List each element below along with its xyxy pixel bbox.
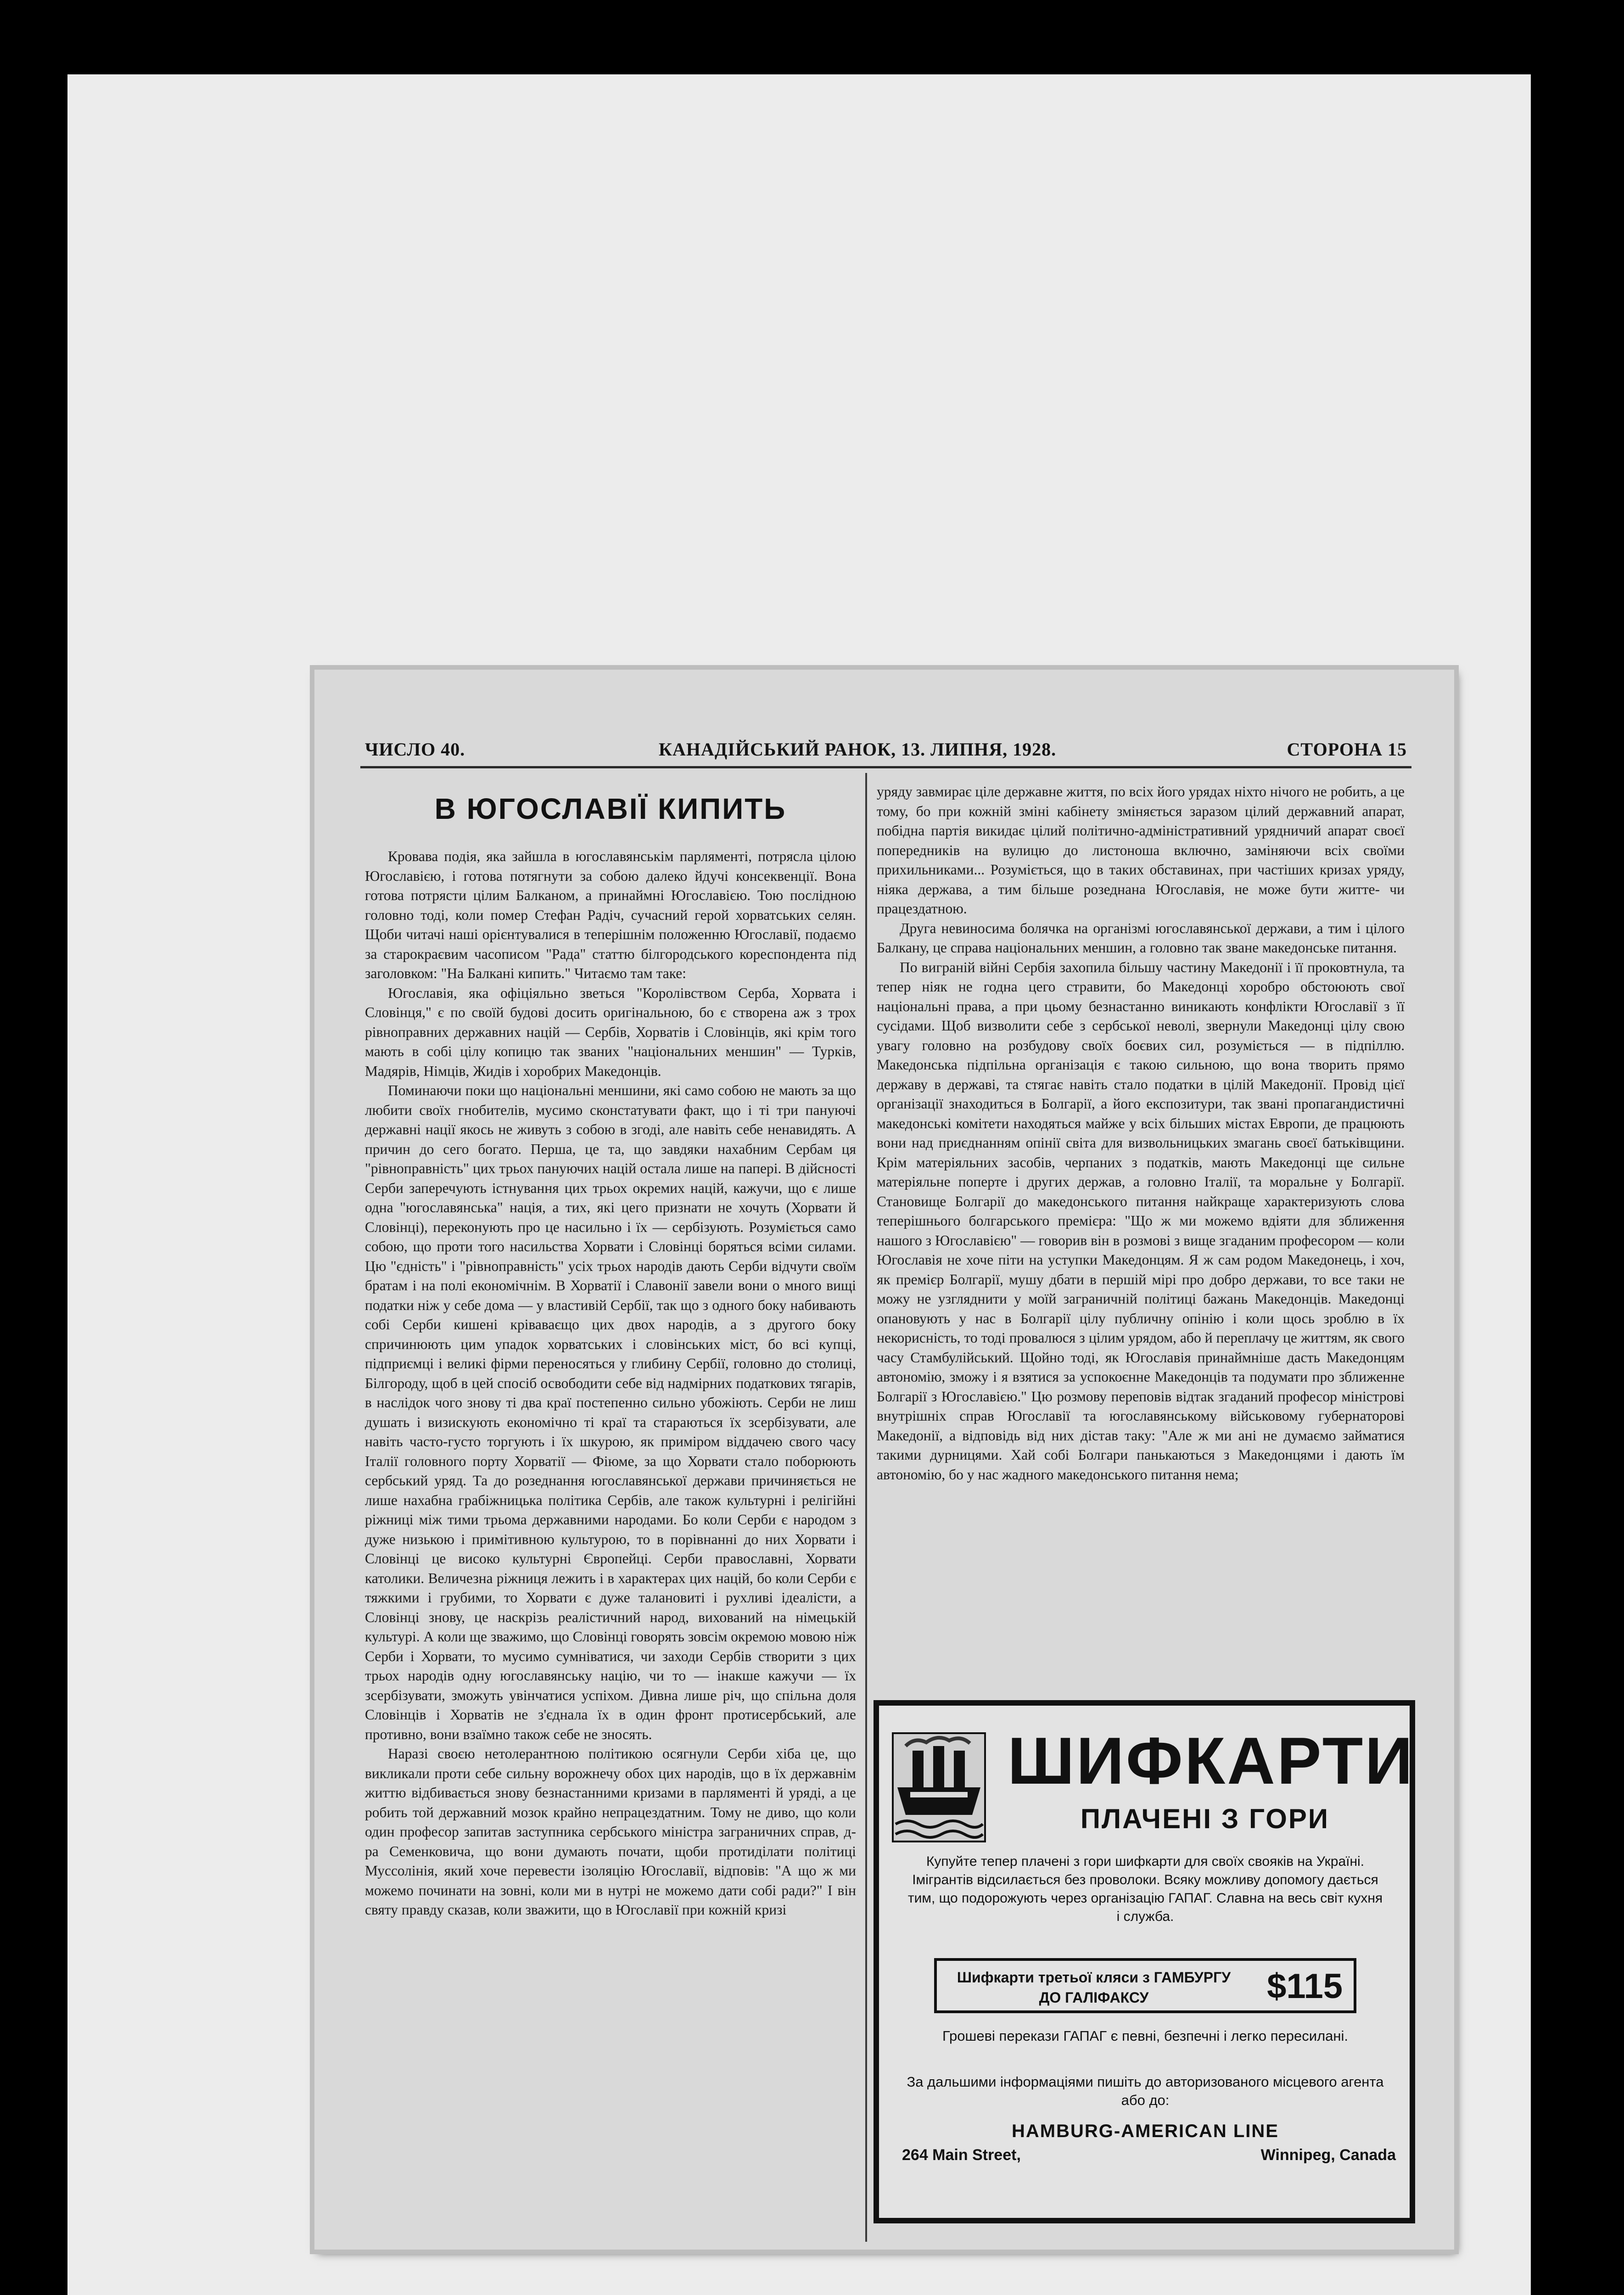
page-number: СТОРОНА 15 bbox=[1287, 739, 1407, 760]
paragraph: По виграній війні Сербія захопила більшу частину Македонії і її проковтнула, та тепер ніяк не годна цего стравити, бо Македонці хоробро обстоюють свої національні права, а при цьому безнастанно виникають конфлікти Югославії з її сусідами. Щоб визволити себе з сербської неволі, звернули Македонці цілу свою увагу головно на розбудову своїх боєвих сил, розуміється — в підпіллю. Македонська підпільна організація є такою сильною, що вона творить прямо державу в державі, та стягає навіть стало податки в цілій Македонії. Провід цієї організації знаходиться в Болгарії, а його експозитури, так звані пропагандистичні македонські комітети находяться майже у всіх більших містах Европи, де працюють вони над приєднанням опінії світа для визвольницьких змагань своєї батьківщини. Крім матеріяльних засобів, черпаних з податків, мають Македонці ще сильне матеріяльне поперте і других держав, а головно Італії, та моральне у Болгарії. Становище Болгарії до македонського питання найкраще характеризують слова теперішнього болгарського премієра: "Що ж ми можемо вдіяти для зближення нашого з Югославією" — говорив він в розмові з вище згаданим професором — коли Югославія не хоче піти на уступки Македонцям. Я ж сам родом Македонець, і хоч, як премієр Болгарії, мушу дбати в першій мірі про добро держави, то все таки не можу не узгляднити у моїй заграничній політиці бажань Македонців. Македонці опановують у нас в Болгарії цілу публичну опінію і коли щось зроблю в їх некорисність, то тоді провалюся з цілим урядом, або й переплачу це життям, як свого часу Стамбулійський. Щойно тоді, як Югославія принаймніше дасть Македонцям автономію, зможу і я взятися за успокоєнне Македонців та подумати про зближенне Болгарії з Югославією." Цю розмову переповів відтак згаданий професор міністрові внутрішніх справ Югославії та югославянському військовому губернаторові Македонії, а відповідь від них дістав таку: "Але ж ми ані не думаємо займатися такими дурницями. Хай собі Болгари панькаються з Македонцями і дають їм автономію, бо у нас жадного македонського питання нема; bbox=[877, 959, 1405, 1483]
article-body-right bbox=[877, 782, 1405, 1484]
article-right-column bbox=[877, 782, 1405, 1675]
article-left-column bbox=[365, 784, 856, 2244]
ad-address: 264 Main Street, bbox=[902, 2146, 1021, 2164]
ad-body: Купуйте тепер плачені з гори шифкарти для своїх свояків на Україні. Імігрантів відсилається без проволоки. Всяку можливу допомогу дається тим, що подорожують через організацію ГАПАГ. Славна на весь світ кухня і служба. bbox=[907, 1854, 1383, 1924]
paragraph: Кровава подія, яка зайшла в югославянськім парляменті, потрясла цілою Югославією, і готова потягнути за собою далеко йдучі консеквенції. Вона готова потрясти цілим Балканом, а принаймні Югославією. Тою послідною головно тоді, коли помер Стефан Радіч, сучасний герой хорватських селян. Щоби читачі наші орієнтувалися в теперішнім положенню Югославії, подаємо за старокраєвим часописом "Рада" статтю білгородського кореспондента під заголовком: "На Балкані кипить." Читаємо там таке: bbox=[365, 848, 856, 981]
masthead-dateline: КАНАДІЙСЬКИЙ РАНОК, 13. ЛИПНЯ, 1928. bbox=[659, 739, 1057, 760]
ad-offer-price: $115 bbox=[1267, 1967, 1343, 2006]
ad-title: ШИФКАРТИ bbox=[1008, 1724, 1415, 1798]
ad-subtitle: ПЛАЧЕНІ З ГОРИ bbox=[1080, 1803, 1330, 1834]
paragraph: уряду завмирає ціле державне життя, по всіх його урядах ніхто нічого не робить, а це тому, бо при кожній зміні кабінету зміняється заразом цілий державний апарат, побідна партія викидає цілий політично-адміністративний урядничий апарат своєї попередників на вулицю до листоноша включно, заміняючи всіх своїми прихильниками... Розуміється, що в таких обставинах, при частіших кризах уряду, ніяка держава, а тим більше розеднана Югославія, не може бути житте- чи працездатною. bbox=[877, 784, 1405, 917]
ad-offer-text: Шифкарти третьої кляси з ГАМБУРГУ ДО ГАЛІФАКСУ bbox=[957, 1969, 1231, 2006]
header-rule bbox=[360, 766, 1411, 768]
paragraph: Югославія, яка офіціяльно зветься "Королівством Серба, Хорвата і Словінця," є по своїй будові досить оригінальною, бо є створена аж з трох рівноправних державних націй — Сербів, Хорватів і Словінців, які крім того мають в собі цілу копицю так званих "національних меншин" — Турків, Мадярів, Німців, Жидів і хоробрих Македонців. bbox=[365, 985, 856, 1079]
issue-number: ЧИСЛО 40. bbox=[365, 739, 465, 760]
paragraph: Поминаючи поки що національні меншини, які само собою не мають за що любити своїх гнобителів, мусимо сконстатувати факт, що і ті три пануючі державні нації якось не живуть з собою в згоді, але навіть себе ненавидять. А причин до сего богато. Перша, це та, що завдяки нахабним Сербам ця "рівноправність" цих трьох пануючих націй остала лише на папері. В дійсності Серби заперечують істнування цих трьох окремих націй, кажучи, що є лише одна "югославянська" нація, а тих, які цего признати не хочуть (Хорвати й Словінці), переконують про це насильно і їх — сербізують. Розуміється само собою, що проти того насильства Хорвати і Словінці боряться всіми силами. Цю "єдність" і "рівноправність" усіх трьох народів дають Серби відчути своїм братам і на полі економічнім. В Хорватії і Славонії завели вони о много вищі податки ніж у себе дома — у властивій Сербії, так що з одного боку набивають собі Серби кишені кріваваєщо цих двох народів, а з другого боку спричинюють цим упадок хорватських і словінських міст, бо всі купці, підприємці і великі фірми переносяться у глибину Сербії, головно до столиці, Білгороду, щоб в цей спосіб освободити себе від надмірних податкових тягарів, в наслідок чого знову ті два краї постепенно сильно убожіють. Серби не лиш душать і визискують економічно ті краї та стараються їх зсербізувати, але навіть часто-густо торгують і їх шкурою, як приміром віддачею свого часу Італії головного порту Хорватії — Фіюме, за що Хорвати стало поборюють сербський уряд. Та до розеднання югославянської держави причиняється не лише нахабна грабіжницька політика Сербів, але також культурні і релігійні ріжниці між тими трьома державними народами. Бо коли Серби є народом з дуже низькою і примітивною культурою, то в порівнанні до них Хорвати і Словінці це високо культурні Європейці. Серби православні, Хорвати католики. Величезна ріжниця лежить і в характерах цих націй, бо коли Серби є тяжкими і грубими, то Хорвати є дуже талановиті і рухливі ідеалісти, а Словінці знову, це наскрізь реалістичний народ, вихований на німецькій культурі. А коли ще зважимо, що Словінці говорять зовсім окремою мовою ніж Серби і Хорвати, то мусимо сумніватися, чи заходи Сербів створити з цих трьох народів одну югославянську націю, чи то — інакше кажучи — їх зсербізувати, зможуть увінчатися успіхом. Дивна лише річ, що спільна доля Словінців і Хорватів не з'єднала їх в один фронт протисербський, але противно, вони взаїмно також себе не зносять. bbox=[365, 1082, 856, 1742]
shipping-ticket-advertisement bbox=[874, 1700, 1415, 2223]
ad-offer-box bbox=[934, 1958, 1356, 2013]
ad-city: Winnipeg, Canada bbox=[1260, 2146, 1396, 2164]
ad-company-name: HAMBURG-AMERICAN LINE bbox=[1012, 2121, 1279, 2141]
ad-transfer-text: Грошеві перекази ГАПАГ є певні, безпечні і легко пересилані. bbox=[942, 2028, 1349, 2044]
microfilm-frame bbox=[67, 74, 1531, 2295]
steamship-icon bbox=[892, 1732, 986, 1842]
newspaper-page bbox=[314, 670, 1454, 2250]
article-body-left bbox=[365, 847, 856, 1920]
paragraph: Наразі своєю нетолерантною політикою осягнули Серби хіба це, що викликали проти себе сильну ворожнечу обох цих народів, що в їх державнім життю відбивається знову безнастанними кризами в парляменті й уряді, а це робить той державний мозок крайно непрацездатним. Тому не диво, що коли один професор запитав заступника сербського міністра заграничних справ, д-ра Семенковича, що вони думають почати, щоби протиділати політиці Муссолінія, який хоче перевести ізоляцію Югославії, відповів: "А що ж ми можемо починати на зовні, коли ми в нутрі не можемо дати собі ради?" І він святу правду сказав, коли зважити, що в Югославії при кожній кризі bbox=[365, 1746, 856, 1918]
ad-info-text: За дальшими інформаціями пишіть до авторизованого місцевого агента або до: bbox=[907, 2074, 1384, 2108]
column-divider bbox=[865, 773, 867, 2242]
page-header bbox=[365, 739, 1407, 766]
paragraph: Друга невиносима болячка на організмі югославянської держави, а тим і цілого Балкану, це справа національних меншин, а головно так зване македонське питання. bbox=[877, 920, 1405, 956]
article-title: В ЮГОСЛАВІЇ КИПИТЬ bbox=[434, 792, 787, 825]
